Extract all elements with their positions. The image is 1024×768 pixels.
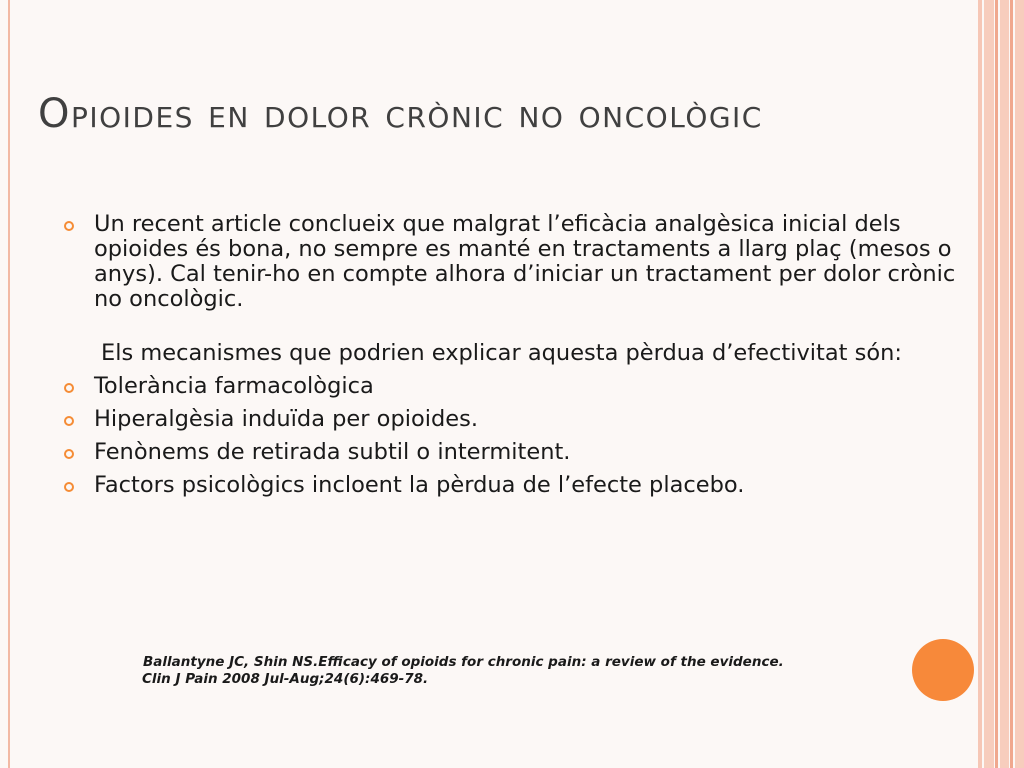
mechanism-text: Hiperalgèsia induïda per opioides.: [94, 406, 478, 432]
bullet-ring-icon: [64, 383, 74, 393]
bullet-item: [62, 440, 962, 465]
bullet-ring-icon: [64, 221, 74, 231]
right-decorative-band: [978, 0, 982, 768]
mechanism-text: Fenònems de retirada subtil o intermitent.: [94, 439, 571, 465]
bullet-item: [62, 212, 962, 312]
intro-paragraph: Un recent article conclueix que malgrat l’eficàcia analgèsica inicial dels opioides és bona, no sempre es manté en tractaments a llarg plaç (mesos o anys). Cal tenir-ho en compte alhora d’iniciar un tractament per dolor crònic no oncològic.: [94, 211, 956, 312]
bullet-ring-icon: [64, 449, 74, 459]
mechanism-text: Factors psicològics incloent la pèrdua de l’efecte placebo.: [94, 472, 745, 498]
citation-line: Clin J Pain 2008 Jul-Aug;24(6):469-78.: [142, 671, 429, 687]
bullet-item: [62, 374, 962, 399]
right-decorative-band: [1010, 0, 1013, 768]
right-decorative-band: [1000, 0, 1009, 768]
slide-title: Opioides en dolor crònic no oncològic: [38, 91, 763, 137]
right-decorative-band: [995, 0, 998, 768]
bullet-item: [62, 407, 962, 432]
citation-line: Ballantyne JC, Shin NS.Efficacy of opioids for chronic pain: a review of the evidence.: [143, 654, 784, 670]
slide-body: [62, 212, 962, 506]
bullet-item: [62, 473, 962, 498]
mechanism-text: Tolerància farmacològica: [94, 373, 374, 399]
left-decorative-rule: [8, 0, 10, 768]
bullet-ring-icon: [64, 482, 74, 492]
decorative-circle: [912, 639, 974, 701]
citation: [143, 654, 903, 688]
mechanisms-intro: Els mecanismes que podrien explicar aquesta pèrdua d’efectivitat són:: [101, 340, 902, 366]
right-decorative-band: [1015, 0, 1024, 768]
right-decorative-band: [984, 0, 994, 768]
bullet-ring-icon: [64, 416, 74, 426]
